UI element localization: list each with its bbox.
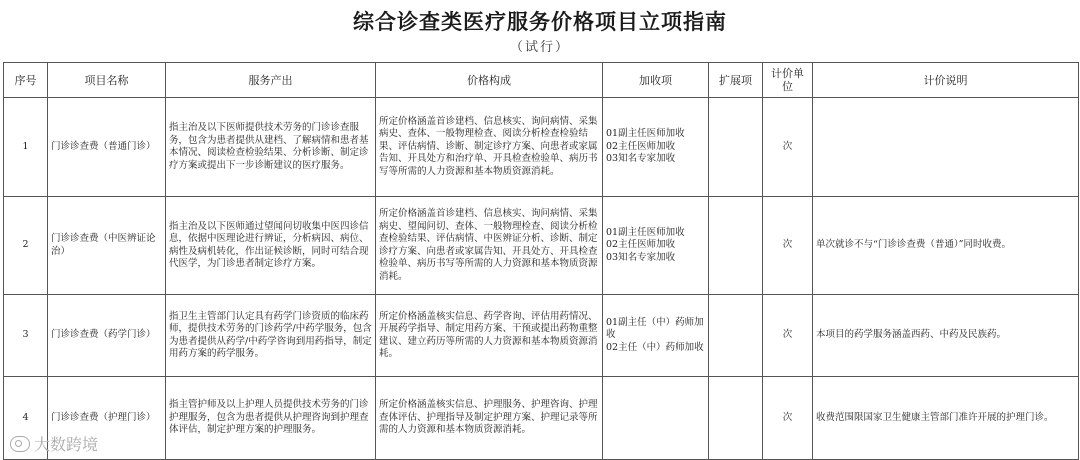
cell-ext xyxy=(709,98,763,197)
table-row xyxy=(4,98,1079,197)
header-price: 价格构成 xyxy=(376,63,603,98)
page-title: 综合诊查类医疗服务价格项目立项指南 xyxy=(353,9,727,34)
cell-ext xyxy=(709,295,763,377)
table-row xyxy=(4,295,1079,377)
cell-unit: 次 xyxy=(763,377,813,460)
header-addon: 加收项 xyxy=(603,63,709,98)
cell-name: 门诊诊查费（药学门诊） xyxy=(48,295,166,377)
header-output: 服务产出 xyxy=(166,63,376,98)
cell-addon: 01副主任医师加收 02主任医师加收 03知名专家加收 xyxy=(603,98,709,197)
cell-output: 指主治及以下医师提供技术劳务的门诊诊查服务，包含为患者提供从建档、了解病情和患者基本情况、阅读检查检验结果、分析诊断、制定诊疗方案或提出下一步诊断建议的医疗服务。 xyxy=(166,98,376,197)
cell-no: 1 xyxy=(4,98,48,197)
table-row xyxy=(4,197,1079,295)
chat-bubble-icon xyxy=(10,436,30,452)
cell-ext xyxy=(709,197,763,295)
table-row xyxy=(4,377,1079,460)
cell-name: 门诊诊查费（普通门诊） xyxy=(48,98,166,197)
cell-unit: 次 xyxy=(763,197,813,295)
cell-note: 收费范围限国家卫生健康主管部门准许开展的护理门诊。 xyxy=(813,377,1079,460)
header-ext: 扩展项 xyxy=(709,63,763,98)
cell-price: 所定价格涵盖首诊建档、信息核实、询问病情、采集病史、查体、一般物理检查、阅读分析检查检验结果、评估病情、诊断、制定诊疗方案、向患者或家属告知、开具处方和治疗单、开具检查检验单、病历书写等所需的人力资源和基本物质资源消耗。 xyxy=(376,98,603,197)
price-guide-table xyxy=(3,62,1079,460)
cell-name: 门诊诊查费（护理门诊） xyxy=(48,377,166,460)
cell-addon: 01副主任医师加收 02主任医师加收 03知名专家加收 xyxy=(603,197,709,295)
cell-output: 指主治及以下医师通过望闻问切收集中医四诊信息，依据中医理论进行辨证，分析病因、病位、病性及病机转化，作出证候诊断，同时可结合现代医学，为门诊患者制定诊疗方案。 xyxy=(166,197,376,295)
cell-note: 本项目的药学服务涵盖西药、中药及民族药。 xyxy=(813,295,1079,377)
watermark xyxy=(10,432,98,455)
cell-price: 所定价格涵盖首诊建档、信息核实、询问病情、采集病史、望闻问切、查体、一般物理检查、阅读分析检查检验结果、评估病情、中医辨证分析、诊断、制定诊疗方案、向患者或家属告知、开具处方、开具检查检验单、病历书写等所需的人力资源和基本物质资源消耗。 xyxy=(376,197,603,295)
cell-unit: 次 xyxy=(763,98,813,197)
header-unit: 计价单位 xyxy=(763,63,813,98)
cell-unit: 次 xyxy=(763,295,813,377)
cell-output: 指主管护师及以上护理人员提供技术劳务的门诊护理服务，包含为患者提供从护理咨询到护理查体评估，制定护理方案的护理服务。 xyxy=(166,377,376,460)
cell-no: 3 xyxy=(4,295,48,377)
cell-addon xyxy=(603,377,709,460)
header-name: 项目名称 xyxy=(48,63,166,98)
header-note: 计价说明 xyxy=(813,63,1079,98)
cell-name: 门诊诊查费（中医辨证论治） xyxy=(48,197,166,295)
cell-no: 4 xyxy=(4,377,48,460)
watermark-text: 大数跨境 xyxy=(34,435,99,454)
page-subtitle: （试行） xyxy=(509,40,570,55)
cell-addon: 01副主任（中）药师加收 02主任（中）药师加收 xyxy=(603,295,709,377)
cell-note: 单次就诊不与“门诊诊查费（普通）”同时收费。 xyxy=(813,197,1079,295)
cell-no: 2 xyxy=(4,197,48,295)
cell-price: 所定价格涵盖核实信息、药学咨询、评估用药情况、开展药学指导、制定用药方案、干预或提出药物重整建议、建立药历等所需的人力资源和基本物质资源消耗。 xyxy=(376,295,603,377)
cell-output: 指卫生主管部门认定具有药学门诊资质的临床药师，提供技术劳务的门诊药学/中药学服务，包含为患者提供从药学/中药学咨询到用药指导，制定用药方案的药学服务。 xyxy=(166,295,376,377)
cell-note xyxy=(813,98,1079,197)
cell-ext xyxy=(709,377,763,460)
table-header-row xyxy=(4,63,1079,98)
cell-price: 所定价格涵盖核实信息、护理服务、护理咨询、护理查体评估、护理指导及制定护理方案、护理记录等所需的人力资源和基本物质资源消耗。 xyxy=(376,377,603,460)
header-no: 序号 xyxy=(4,63,48,98)
